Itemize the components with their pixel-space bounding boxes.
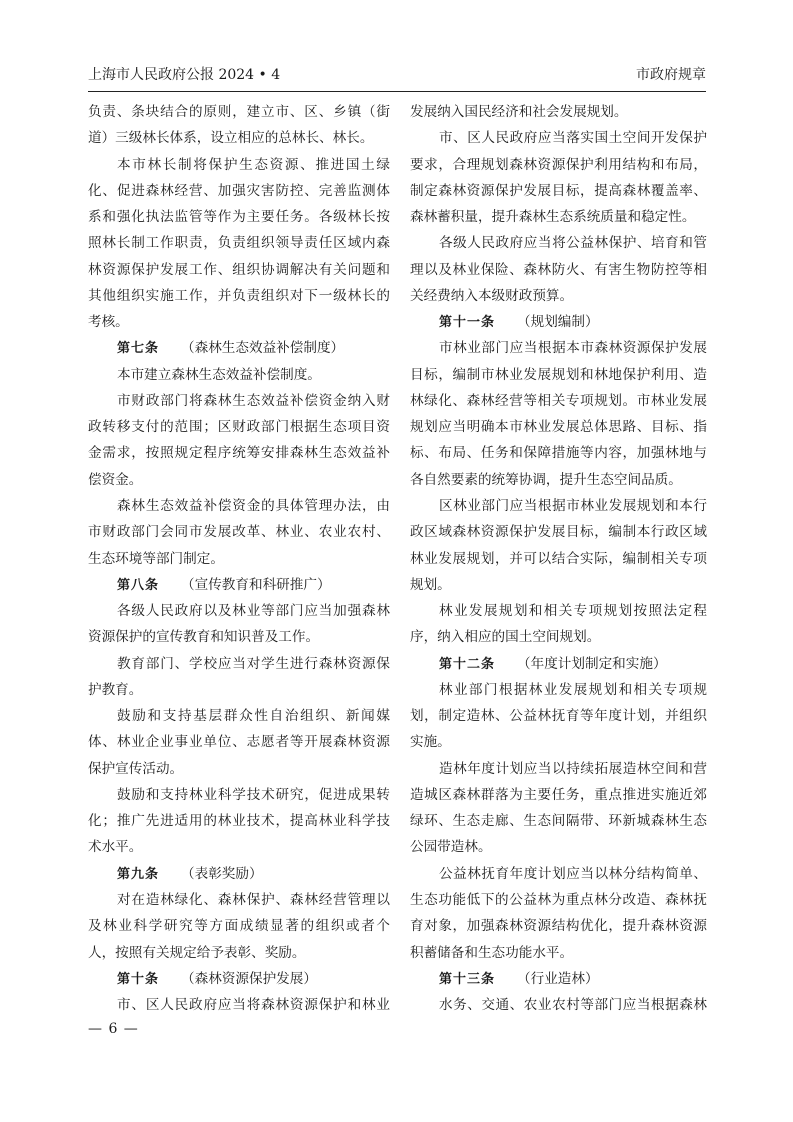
- text-line: 区林业部门应当根据市林业发展规划和本行: [439, 497, 707, 514]
- text-line: 积蓄储备和生态功能水平。: [410, 944, 574, 961]
- article-number: 第十三条: [439, 971, 496, 987]
- text-line: 及林业科学研究等方面成绩显著的组织或者个: [88, 918, 390, 935]
- text-line: 绿环、生态走廊、生态间隔带、环新城森林生态: [410, 813, 707, 830]
- text-line: 公益林抚育年度计划应当以林分结构简单、: [439, 865, 707, 882]
- text-line: 育对象，加强森林资源结构优化，提升森林资源: [410, 918, 707, 935]
- article-heading: [88, 861, 390, 887]
- text-line: 造林年度计划应当以持续拓展造林空间和营: [439, 760, 707, 777]
- text-line: 系和强化执法监管等作为主要任务。各级林长按: [88, 209, 390, 226]
- text-line: 制定森林资源保护发展目标，提高森林覆盖率、: [410, 182, 707, 199]
- article-number: 第七条: [117, 341, 160, 357]
- text-line: 本市建立森林生态效益补偿制度。: [117, 366, 321, 383]
- text-line: 人，按照有关规定给予表彰、奖励。: [88, 944, 306, 961]
- text-line: 体、林业企业事业单位、志愿者等开展森林资源: [88, 734, 390, 751]
- article-number: 第八条: [117, 577, 160, 593]
- text-line: 造城区森林群落为主要任务，重点推进实施近郊: [410, 786, 707, 803]
- text-line: 考核。: [88, 314, 129, 331]
- text-line: 森林生态效益补偿资金的具体管理办法，由: [117, 497, 390, 514]
- text-line: 各自然要素的统筹协调，提升生态空间品质。: [410, 471, 682, 488]
- right-column: [410, 99, 707, 1018]
- text-line: 公园带造林。: [410, 839, 492, 856]
- article-title: （年度计划制定和实施）: [517, 655, 667, 672]
- text-line: 鼓励和支持林业科学技术研究，促进成果转: [117, 786, 390, 803]
- text-line: 各级人民政府应当将公益林保护、培育和管: [439, 235, 707, 252]
- text-line: 森林蓄积量，提升森林生态系统质量和稳定性。: [410, 209, 696, 226]
- article-number: 第十二条: [439, 656, 496, 672]
- text-line: 对在造林绿化、森林保护、森林经营管理以: [117, 891, 390, 908]
- text-line: 照林长制工作职责，负责组织领导责任区域内森: [88, 235, 390, 252]
- text-line: 术水平。: [88, 839, 143, 856]
- text-line: 道）三级林长体系，设立相应的总林长、林长。: [88, 130, 374, 147]
- article-heading: [88, 572, 390, 598]
- article-number: 第九条: [117, 866, 160, 882]
- text-line: 生态功能低下的公益林为重点林分改造、森林抚: [410, 891, 707, 908]
- text-line: 实施。: [410, 734, 451, 751]
- text-line: 市、区人民政府应当将森林资源保护和林业: [117, 997, 390, 1014]
- text-line: 护教育。: [88, 681, 143, 698]
- text-line: 规划应当明确本市林业发展总体思路、目标、指: [410, 419, 707, 436]
- text-line: 标、布局、任务和保障措施等内容，加强林地与: [410, 445, 707, 462]
- text-line: 化、促进森林经营、加强灾害防控、完善监测体: [88, 182, 390, 199]
- text-line: 林业部门根据林业发展规划和相关专项规: [439, 681, 707, 698]
- article-title: （宣传教育和科研推广）: [181, 576, 331, 593]
- text-line: 各级人民政府以及林业等部门应当加强森林: [117, 603, 390, 620]
- text-line: 序，纳入相应的国土空间规划。: [410, 629, 601, 646]
- text-line: 林业发展规划，并可以结合实际，编制相关专项: [410, 550, 707, 567]
- header-divider: [88, 91, 706, 92]
- article-title: （规划编制）: [517, 314, 599, 331]
- article-heading: [410, 309, 707, 335]
- text-line: 要求，合理规划森林资源保护利用结构和布局，: [410, 156, 707, 173]
- text-line: 水务、交通、农业农村等部门应当根据森林: [439, 997, 707, 1014]
- article-heading: [410, 966, 707, 992]
- text-line: 关经费纳入本级财政预算。: [410, 287, 574, 304]
- page-number: — 6 —: [88, 1021, 139, 1037]
- text-line: 偿资金。: [88, 471, 143, 488]
- text-line: 本市林长制将保护生态资源、推进国土绿: [117, 156, 390, 173]
- text-line: 理以及林业保险、森林防火、有害生物防控等相: [410, 261, 707, 278]
- article-title: （森林生态效益补偿制度）: [181, 340, 345, 357]
- text-line: 目标，编制市林业发展规划和林地保护利用、造: [410, 366, 707, 383]
- text-line: 其他组织实施工作，并负责组织对下一级林长的: [88, 287, 390, 304]
- text-line: 市财政部门会同市发展改革、林业、农业农村、: [88, 524, 390, 541]
- article-number: 第十条: [117, 971, 160, 987]
- text-line: 保护宣传活动。: [88, 760, 184, 777]
- article-title: （森林资源保护发展）: [181, 970, 317, 987]
- text-line: 生态环境等部门制定。: [88, 550, 224, 567]
- article-number: 第十一条: [439, 315, 496, 331]
- running-header-title: 上海市人民政府公报 2024 • 4: [88, 67, 281, 83]
- article-title: （表彰奖励）: [181, 865, 263, 882]
- text-line: 市、区人民政府应当落实国土空间开发保护: [439, 130, 707, 147]
- text-line: 负责、条块结合的原则，建立市、区、乡镇（街: [88, 104, 390, 120]
- text-line: 林资源保护发展工作、组织协调解决有关问题和: [88, 261, 390, 278]
- text-line: 林业发展规划和相关专项规划按照法定程: [439, 603, 707, 620]
- left-column: [88, 99, 390, 1018]
- text-line: 资源保护的宣传教育和知识普及工作。: [88, 629, 320, 646]
- text-line: 化；推广先进适用的林业技术，提高林业科学技: [88, 813, 390, 830]
- text-line: 市林业部门应当根据本市森林资源保护发展: [439, 340, 707, 357]
- text-line: 金需求，按照规定程序统筹安排森林生态效益补: [88, 445, 390, 462]
- text-line: 规划。: [410, 576, 451, 593]
- text-line: 教育部门、学校应当对学生进行森林资源保: [117, 655, 390, 672]
- text-line: 林绿化、森林经营等相关专项规划。市林业发展: [410, 392, 707, 409]
- text-line: 政转移支付的范围；区财政部门根据生态项目资: [88, 419, 390, 436]
- text-line: 政区域森林资源保护发展目标，编制本行政区域: [410, 524, 707, 541]
- text-line: 发展纳入国民经济和社会发展规划。: [410, 104, 628, 120]
- text-line: 划，制定造林、公益林抚育等年度计划，并组织: [410, 708, 707, 725]
- article-heading: [88, 335, 390, 361]
- article-heading: [410, 651, 707, 677]
- article-title: （行业造林）: [517, 970, 599, 987]
- text-line: 鼓励和支持基层群众性自治组织、新闻媒: [117, 708, 390, 725]
- text-line: 市财政部门将森林生态效益补偿资金纳入财: [117, 392, 390, 409]
- running-header-section: 市政府规章: [636, 67, 706, 83]
- article-heading: [88, 966, 390, 992]
